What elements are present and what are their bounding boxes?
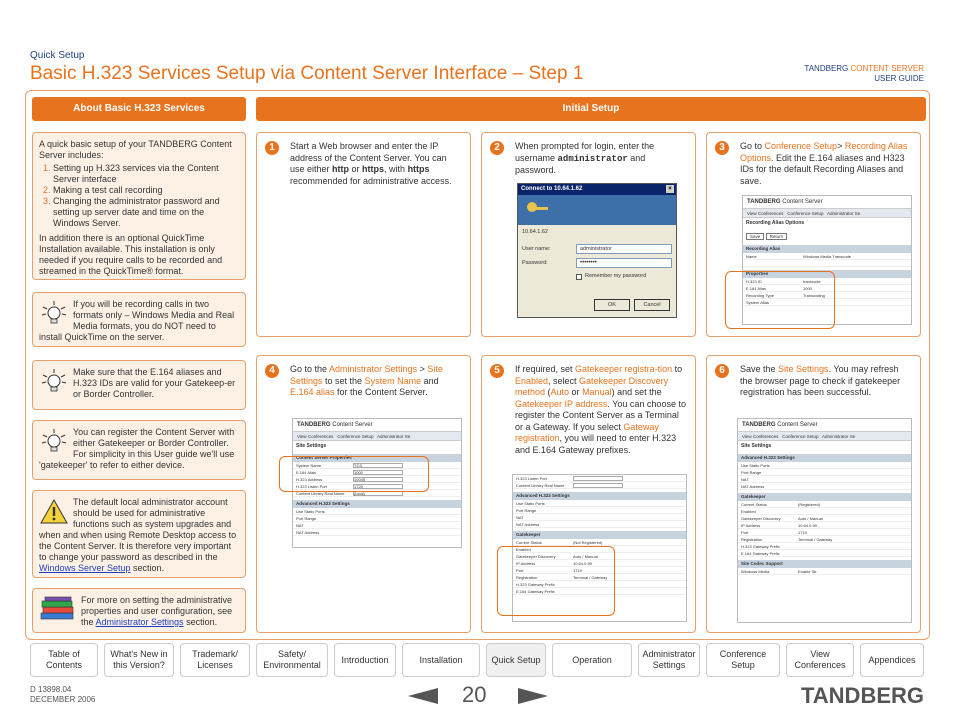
shot-label: Port Range — [296, 516, 317, 521]
auto-term: Auto — [550, 387, 570, 397]
text: ) and set the — [611, 387, 662, 397]
step-2 — [481, 132, 696, 337]
nav-view-conferences[interactable]: View Conferences — [786, 643, 854, 677]
shot-brand-name: TANDBERG — [742, 422, 776, 428]
login-dialog — [517, 183, 677, 318]
warning-end: section. — [130, 563, 165, 573]
intro-list — [53, 163, 239, 229]
text: to set the — [322, 375, 365, 386]
dialog-title: Connect to 10.64.1.62 — [521, 186, 583, 192]
nav-trademark[interactable]: Trademark/ Licenses — [180, 643, 250, 677]
nav-operation[interactable]: Operation — [552, 643, 632, 677]
shot-tab: Conference Setup — [337, 434, 374, 439]
shot-value: transcode — [803, 279, 853, 284]
shot-toolbar — [743, 208, 911, 218]
text: to — [672, 364, 683, 374]
text: . Edit the E.164 aliases and H323 IDs for the default Recording Aliases and save. — [740, 152, 905, 186]
shot-value: 10.64.0.59 — [573, 561, 623, 566]
nav-administrator-settings[interactable]: Administrator Settings — [638, 643, 700, 677]
shot-row — [738, 469, 911, 476]
e164-alias-term: E.164 alias — [290, 387, 335, 397]
highlight-ring — [497, 546, 615, 616]
shot-value: 10.64.0.59 — [798, 523, 848, 528]
user-label: User name: — [522, 246, 551, 252]
nav-table-of-contents[interactable]: Table of Contents — [30, 643, 98, 677]
reference-end: section. — [183, 617, 218, 627]
shot-label: E.164 Gateway Prefix — [741, 551, 780, 556]
shot-label: Windows Media — [741, 569, 770, 574]
step-number: 3 — [715, 141, 729, 155]
nav-introduction[interactable]: Introduction — [334, 643, 396, 677]
nav-safety[interactable]: Safety/ Environmental — [256, 643, 328, 677]
shot-row — [513, 521, 686, 528]
ok-button[interactable]: OK — [594, 299, 630, 311]
brand-product: CONTENT SERVER — [850, 64, 924, 73]
conference-setup-term: Conference Setup — [764, 141, 838, 151]
gatekeeper-registration-term: Gatekeeper registra-tion — [575, 364, 673, 374]
shot-label: Content Library Real Name — [516, 483, 565, 488]
shot-label: Use Static Ports — [741, 463, 770, 468]
https-term: https — [407, 164, 430, 174]
system-name-term: System Name — [364, 375, 422, 386]
dialog-server: 10.64.1.62 — [522, 229, 548, 235]
shot-row — [738, 536, 911, 543]
tip-box — [32, 360, 246, 410]
tip-text: Make sure that the E.164 aliases and H.323 IDs are valid for your Gatekeep-er or Border Controller. — [73, 367, 236, 399]
shot-value: Enable Str — [798, 569, 848, 574]
doc-date: DECEMBER 2006 — [30, 695, 96, 704]
shot-label: Current Status — [741, 502, 767, 507]
text: > — [417, 364, 428, 374]
shot-tab: View Conferences — [742, 434, 779, 439]
shot-row — [738, 515, 911, 522]
shot-label: Gatekeeper Discovery — [516, 554, 556, 559]
shot-label: E.164 Alias — [296, 470, 317, 475]
step-text — [740, 141, 912, 187]
shot-row — [738, 508, 911, 515]
shot-label: E.164 Alias — [746, 286, 767, 291]
brand-guide: USER GUIDE — [874, 74, 924, 83]
shot-label: Port Range — [516, 508, 537, 513]
page-number: 20 — [462, 682, 487, 707]
shot-value: (Registered) — [798, 502, 848, 507]
shot-label: Gatekeeper Discovery — [741, 516, 781, 521]
shot-label: H.323 Address — [296, 477, 323, 482]
text: recommended for administrative access. — [290, 175, 452, 186]
step-3 — [706, 132, 921, 337]
step-5 — [481, 355, 696, 633]
doc-info — [30, 685, 95, 705]
shot-row — [738, 483, 911, 490]
text: If required, set — [515, 364, 576, 374]
shot-value: 1000 — [803, 286, 853, 291]
shot-label: NAT Address — [516, 522, 540, 527]
shot-save-button: Save — [746, 233, 764, 240]
reference-box — [32, 588, 246, 633]
text: , select — [548, 375, 580, 386]
shot-row — [738, 529, 911, 536]
lightbulb-icon — [39, 427, 69, 457]
shot-value: Auto / Manual — [798, 516, 848, 521]
tip-box — [32, 292, 246, 347]
text: . You may refresh the browser page to check if gatekeeper registration has been successful. — [740, 364, 901, 397]
tip-text: You can register the Content Server with either Gatekeeper or Border Controller. For simplicity in this User guide we'll use 'gatekeeper' to refer to either device. — [39, 427, 235, 470]
windows-server-setup-link[interactable]: Windows Server Setup — [39, 563, 131, 573]
shot-label: Registration — [741, 537, 763, 542]
https-term: https — [362, 164, 385, 174]
shot-row — [738, 462, 911, 469]
shot-row — [743, 260, 911, 267]
step-text — [515, 141, 687, 177]
books-icon — [39, 595, 77, 625]
dialog-banner — [518, 195, 676, 225]
shot-tab: Administrator Se — [822, 434, 856, 439]
shot-value: 1719 — [798, 530, 848, 535]
shot-value: 10045 — [353, 477, 403, 482]
shot-row — [293, 522, 461, 529]
shot-value-box — [573, 476, 623, 481]
text: ( — [545, 387, 551, 397]
close-icon[interactable]: × — [666, 185, 674, 193]
remember-label: Remember my password — [585, 273, 647, 279]
about-bar: About Basic H.323 Services — [32, 97, 246, 121]
intro-box — [32, 132, 246, 280]
step-text — [290, 364, 462, 399]
gateway-registration-term: Gateway registration — [515, 421, 659, 443]
site-settings-term: Site Settings — [778, 364, 829, 374]
administrator-settings-term: Administrator Settings — [329, 364, 418, 374]
dialog-titlebar — [518, 184, 676, 195]
brand-header — [804, 64, 924, 84]
list-item: 2. Making a test call recording — [53, 185, 239, 196]
shot-section: Advanced H.323 Settings — [513, 492, 686, 500]
shot-label: E.164 Gateway Prefix — [516, 589, 555, 594]
shot-value: Auto / Manual — [573, 554, 623, 559]
shot-label: NAT — [741, 477, 749, 482]
shot-row — [738, 501, 911, 508]
step-number: 1 — [265, 141, 279, 155]
step-number: 2 — [490, 141, 504, 155]
text: . You can choose to register the Content Server as a Terminal or a Gateway. If you select — [515, 398, 686, 432]
shot-row — [513, 514, 686, 521]
shot-label: H.323 Listen Port — [296, 484, 327, 489]
shot-value: (Not Registered) — [573, 540, 623, 545]
step-text — [740, 364, 912, 399]
shot-row — [293, 508, 461, 515]
shot-label: System Alias — [746, 300, 769, 305]
password-label: Password: — [522, 260, 548, 266]
shot-label: Port — [516, 568, 524, 573]
shot-product: Content Server — [777, 422, 818, 428]
highlight-ring — [279, 456, 429, 492]
shot-section: Recording Alias — [743, 245, 911, 253]
discovery-method-term: Gatekeeper Discovery method — [515, 375, 669, 397]
shot-page-title: Site Settings — [741, 443, 772, 449]
shot-brand — [293, 419, 461, 431]
nav-whats-new[interactable]: What's New in this Version? — [104, 643, 174, 677]
page-title: Basic H.323 Services Setup via Content Server Interface – Step 1 — [30, 63, 584, 84]
nav-conference-setup[interactable]: Conference Setup — [706, 643, 780, 677]
remember-checkbox[interactable] — [576, 274, 582, 280]
text: or — [569, 387, 583, 397]
intro-extra: In addition there is an optional QuickTime Installation available. This installation is only needed if you require calls to be recorded and streamed in the QuickTime® format. — [39, 233, 223, 276]
shot-tab: View Conferences — [297, 434, 334, 439]
text: and — [421, 375, 439, 386]
shot-label: NAT — [296, 523, 304, 528]
shot-label: IP Address — [741, 523, 761, 528]
shot-toolbar — [738, 431, 911, 441]
shot-label: Enabled — [516, 547, 531, 552]
reference-text: For more on setting the administrative properties and user configuration, see the — [81, 595, 233, 627]
shot-section: Gatekeeper — [738, 493, 911, 501]
shot-row — [743, 253, 911, 260]
shot-tab: View Conferences — [747, 211, 784, 216]
shot-tab: Administrator Se — [827, 211, 861, 216]
shot-label: Current Status — [516, 540, 542, 545]
shot-label: System Name — [296, 463, 322, 468]
initial-setup-bar: Initial Setup — [256, 97, 926, 121]
shot-brand-name: TANDBERG — [747, 199, 781, 205]
shot-product: Content Server — [332, 422, 373, 428]
shot-section: Gatekeeper — [513, 531, 686, 539]
nav-quick-setup[interactable]: Quick Setup — [486, 643, 546, 677]
http-term: http — [332, 164, 350, 174]
manual-term: Manual — [582, 387, 612, 397]
shot-row — [513, 507, 686, 514]
doc-id: D 13898.04 — [30, 685, 72, 694]
text: , with — [384, 164, 408, 174]
nav-installation[interactable]: Installation — [402, 643, 480, 677]
shot-value: 1719 — [573, 568, 623, 573]
text: Go to — [740, 141, 765, 151]
shot-row — [738, 476, 911, 483]
shot-value: (local) — [353, 491, 403, 496]
shot-section: Properties — [743, 270, 911, 278]
shot-value: Terminal / Gateway — [798, 537, 848, 542]
shot-label: H.323 Gateway Prefix — [516, 582, 555, 587]
shot-row — [738, 550, 911, 557]
shot-row — [513, 500, 686, 507]
text: and password. — [515, 152, 646, 175]
warning-box — [32, 490, 246, 578]
shot-label: H.323 Gateway Prefix — [741, 544, 780, 549]
shot-brand-name: TANDBERG — [297, 422, 331, 428]
shot-product: Content Server — [782, 199, 823, 205]
shot-label: Name — [746, 254, 757, 259]
shot-section: Advanced H.323 Settings — [293, 500, 461, 508]
enabled-term: Enabled — [515, 375, 549, 386]
shot-row — [513, 475, 686, 482]
shot-value: Windows Media Transcode — [803, 254, 852, 259]
shot-value: TCS — [353, 463, 403, 468]
list-item: 1. Setting up H.323 services via the Content Server interface — [53, 163, 239, 185]
site-settings-term: Site Settings — [290, 364, 443, 386]
text: or — [349, 164, 363, 174]
step-4 — [256, 355, 471, 633]
shot-toolbar — [293, 431, 461, 441]
username-term: administrator — [557, 153, 628, 164]
recording-alias-options-term: Recording Alias Options — [740, 141, 908, 163]
lightbulb-icon — [39, 299, 69, 329]
shot-tab: Conference Setup — [782, 434, 819, 439]
shot-brand — [738, 419, 911, 431]
prev-page-icon[interactable] — [408, 688, 438, 704]
shot-label: NAT — [516, 515, 524, 520]
shot-value: Terminal / Gateway — [573, 575, 623, 580]
shot-label: H.323 Listen Port — [516, 476, 547, 481]
tip-text: If you will be recording calls in two formats only – Windows Media and Real Media formats, you do NOT need to install QuickTime on the server. — [39, 299, 235, 342]
shot-row — [738, 543, 911, 550]
tandberg-logo: TANDBERG — [800, 683, 924, 708]
shot-tab: Conference Setup — [787, 211, 824, 216]
shot-return-button: Return — [766, 233, 788, 240]
warning-text: The default local administrator account should be used for administrative functions such as system upgrades and when and when using Remote Desktop access to the Content Server. It is therefore very important to change your password as described in the — [39, 497, 237, 562]
shot-section: Advanced H.323 Settings — [738, 454, 911, 462]
shot-tab: Administrator Se — [377, 434, 411, 439]
shot-row — [293, 515, 461, 522]
intro-lead: A quick basic setup of your TANDBERG Content Server includes: — [39, 139, 232, 160]
shot-row — [513, 482, 686, 489]
text: > — [837, 141, 845, 151]
shot-row — [513, 539, 686, 546]
cancel-button[interactable]: Cancel — [634, 299, 670, 311]
next-page-icon[interactable] — [518, 688, 548, 704]
shot-page-title: Recording Alias Options — [746, 220, 805, 226]
nav-appendices[interactable]: Appendices — [860, 643, 924, 677]
administrator-settings-link[interactable]: Administrator Settings — [95, 617, 184, 627]
shot-label: Port — [741, 530, 749, 535]
text: Go to the — [290, 364, 330, 374]
step-text — [515, 364, 687, 456]
highlight-ring — [725, 271, 835, 329]
shot-label: Enabled — [741, 509, 756, 514]
shot-label: NAT Address — [741, 484, 765, 489]
step-text — [290, 141, 462, 187]
shot-label: Use Static Ports — [296, 509, 325, 514]
shot-label: Port Range — [741, 470, 762, 475]
keys-icon — [518, 195, 558, 225]
shot-value: 1000 — [353, 470, 403, 475]
list-item: 3. Changing the administrator password and setting up server date and time on the Windows Server. — [53, 196, 239, 229]
shot-section: Site Codec Support — [738, 560, 911, 568]
step-1 — [256, 132, 471, 337]
shot-label: H.323 ID — [746, 279, 762, 284]
shot-label: Use Static Ports — [516, 501, 545, 506]
shot-row — [293, 529, 461, 536]
text: for the Content Server. — [334, 387, 428, 397]
shot-label: Registration — [516, 575, 538, 580]
step-number: 4 — [265, 364, 279, 378]
tip-box — [32, 420, 246, 480]
shot-value: 1720 — [353, 484, 403, 489]
text: When prompted for login, enter the username — [515, 141, 655, 163]
shot-label: Content Library Real Name — [296, 491, 345, 496]
brand-name: TANDBERG — [804, 64, 851, 73]
screenshot-registered — [737, 418, 912, 623]
gatekeeper-ip-term: Gatekeeper IP address — [515, 398, 608, 409]
section-label: Quick Setup — [30, 50, 85, 61]
text: , you will need to enter H.323 and E.164 Gateway prefixes. — [515, 433, 677, 455]
step-6 — [706, 355, 921, 633]
step-number: 6 — [715, 364, 729, 378]
step-number: 5 — [490, 364, 504, 378]
shot-page-title: Site Settings — [296, 443, 327, 449]
text: Save the — [740, 364, 779, 374]
shot-label: IP Address — [516, 561, 536, 566]
shot-label: NAT Address — [296, 530, 320, 535]
shot-section: Content Server Properties — [293, 454, 461, 462]
shot-row — [738, 522, 911, 529]
username-field[interactable]: administrator — [576, 244, 672, 254]
shot-brand — [743, 196, 911, 208]
shot-label: Recording Type — [746, 293, 774, 298]
shot-value: Transcoding — [803, 293, 853, 298]
warning-icon — [39, 497, 69, 527]
lightbulb-icon — [39, 367, 69, 397]
password-field[interactable]: •••••••• — [576, 258, 672, 268]
text: Start a Web browser and enter the IP address of the Content Server. You can use either — [290, 141, 447, 174]
shot-row — [738, 568, 911, 575]
shot-value-box — [573, 483, 623, 488]
